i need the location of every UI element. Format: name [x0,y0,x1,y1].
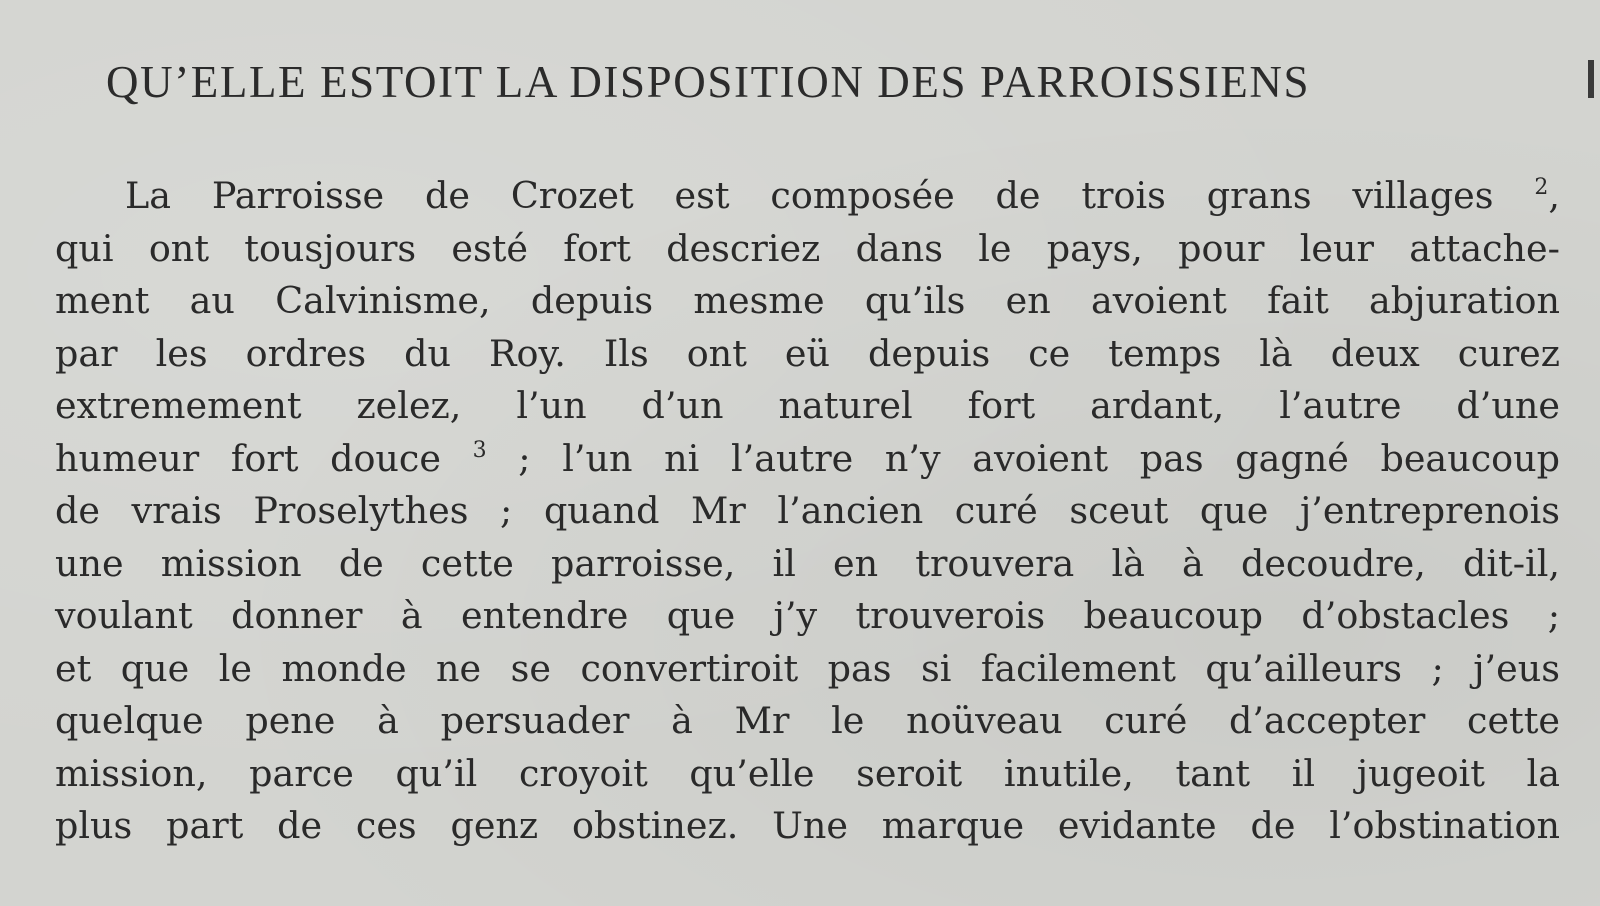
text-line: voulant donner à entendre que j’y trouverois beaucoup d’obstacles ; [55,594,1560,637]
text-line: par les ordres du Roy. Ils ont eü depuis ce temps là deux curez [55,331,1560,375]
cropped-text-edge [1588,60,1594,98]
section-heading: QU’ELLE ESTOIT LA DISPOSITION DES PARROISSIENS [106,57,1311,107]
text-line: de vrais Proselythes ; quand Mr l’ancien curé sceut que j’entreprenois [55,489,1560,532]
text-line: et que le monde ne se convertiroit pas si facilement qu’ailleurs ; j’eus [55,646,1560,690]
text-line: extremement zelez, l’un d’un naturel fort ardant, l’autre d’une [55,384,1560,427]
text-line: quelque pene à persuader à Mr le noüveau curé d’accepter cette [55,699,1560,742]
text-line: qui ont tousjours esté fort descriez dans le pays, pour leur attache- [55,226,1560,270]
text-line: humeur fort douce $^3$ ; l’un ni l’autre n’y avoient pas gagné beaucoup [55,436,1560,480]
text-line: La Parroisse de Crozet est composée de trois grans villages $^2$, [125,174,1560,217]
text-line: une mission de cette parroisse, il en trouvera là à decoudre, dit-il, [55,541,1560,585]
footnote-marker: 3 [472,437,487,463]
footnote-marker: 2 [1534,175,1549,200]
text-line: mission, parce qu’il croyoit qu’elle seroit inutile, tant il jugeoit la [55,751,1560,795]
body-paragraph [55,170,1560,853]
text-line: ment au Calvinisme, depuis mesme qu’ils en avoient fait abjuration [55,279,1560,322]
text-line: plus part de ces genz obstinez. Une marque evidante de l’obstination [55,804,1560,847]
